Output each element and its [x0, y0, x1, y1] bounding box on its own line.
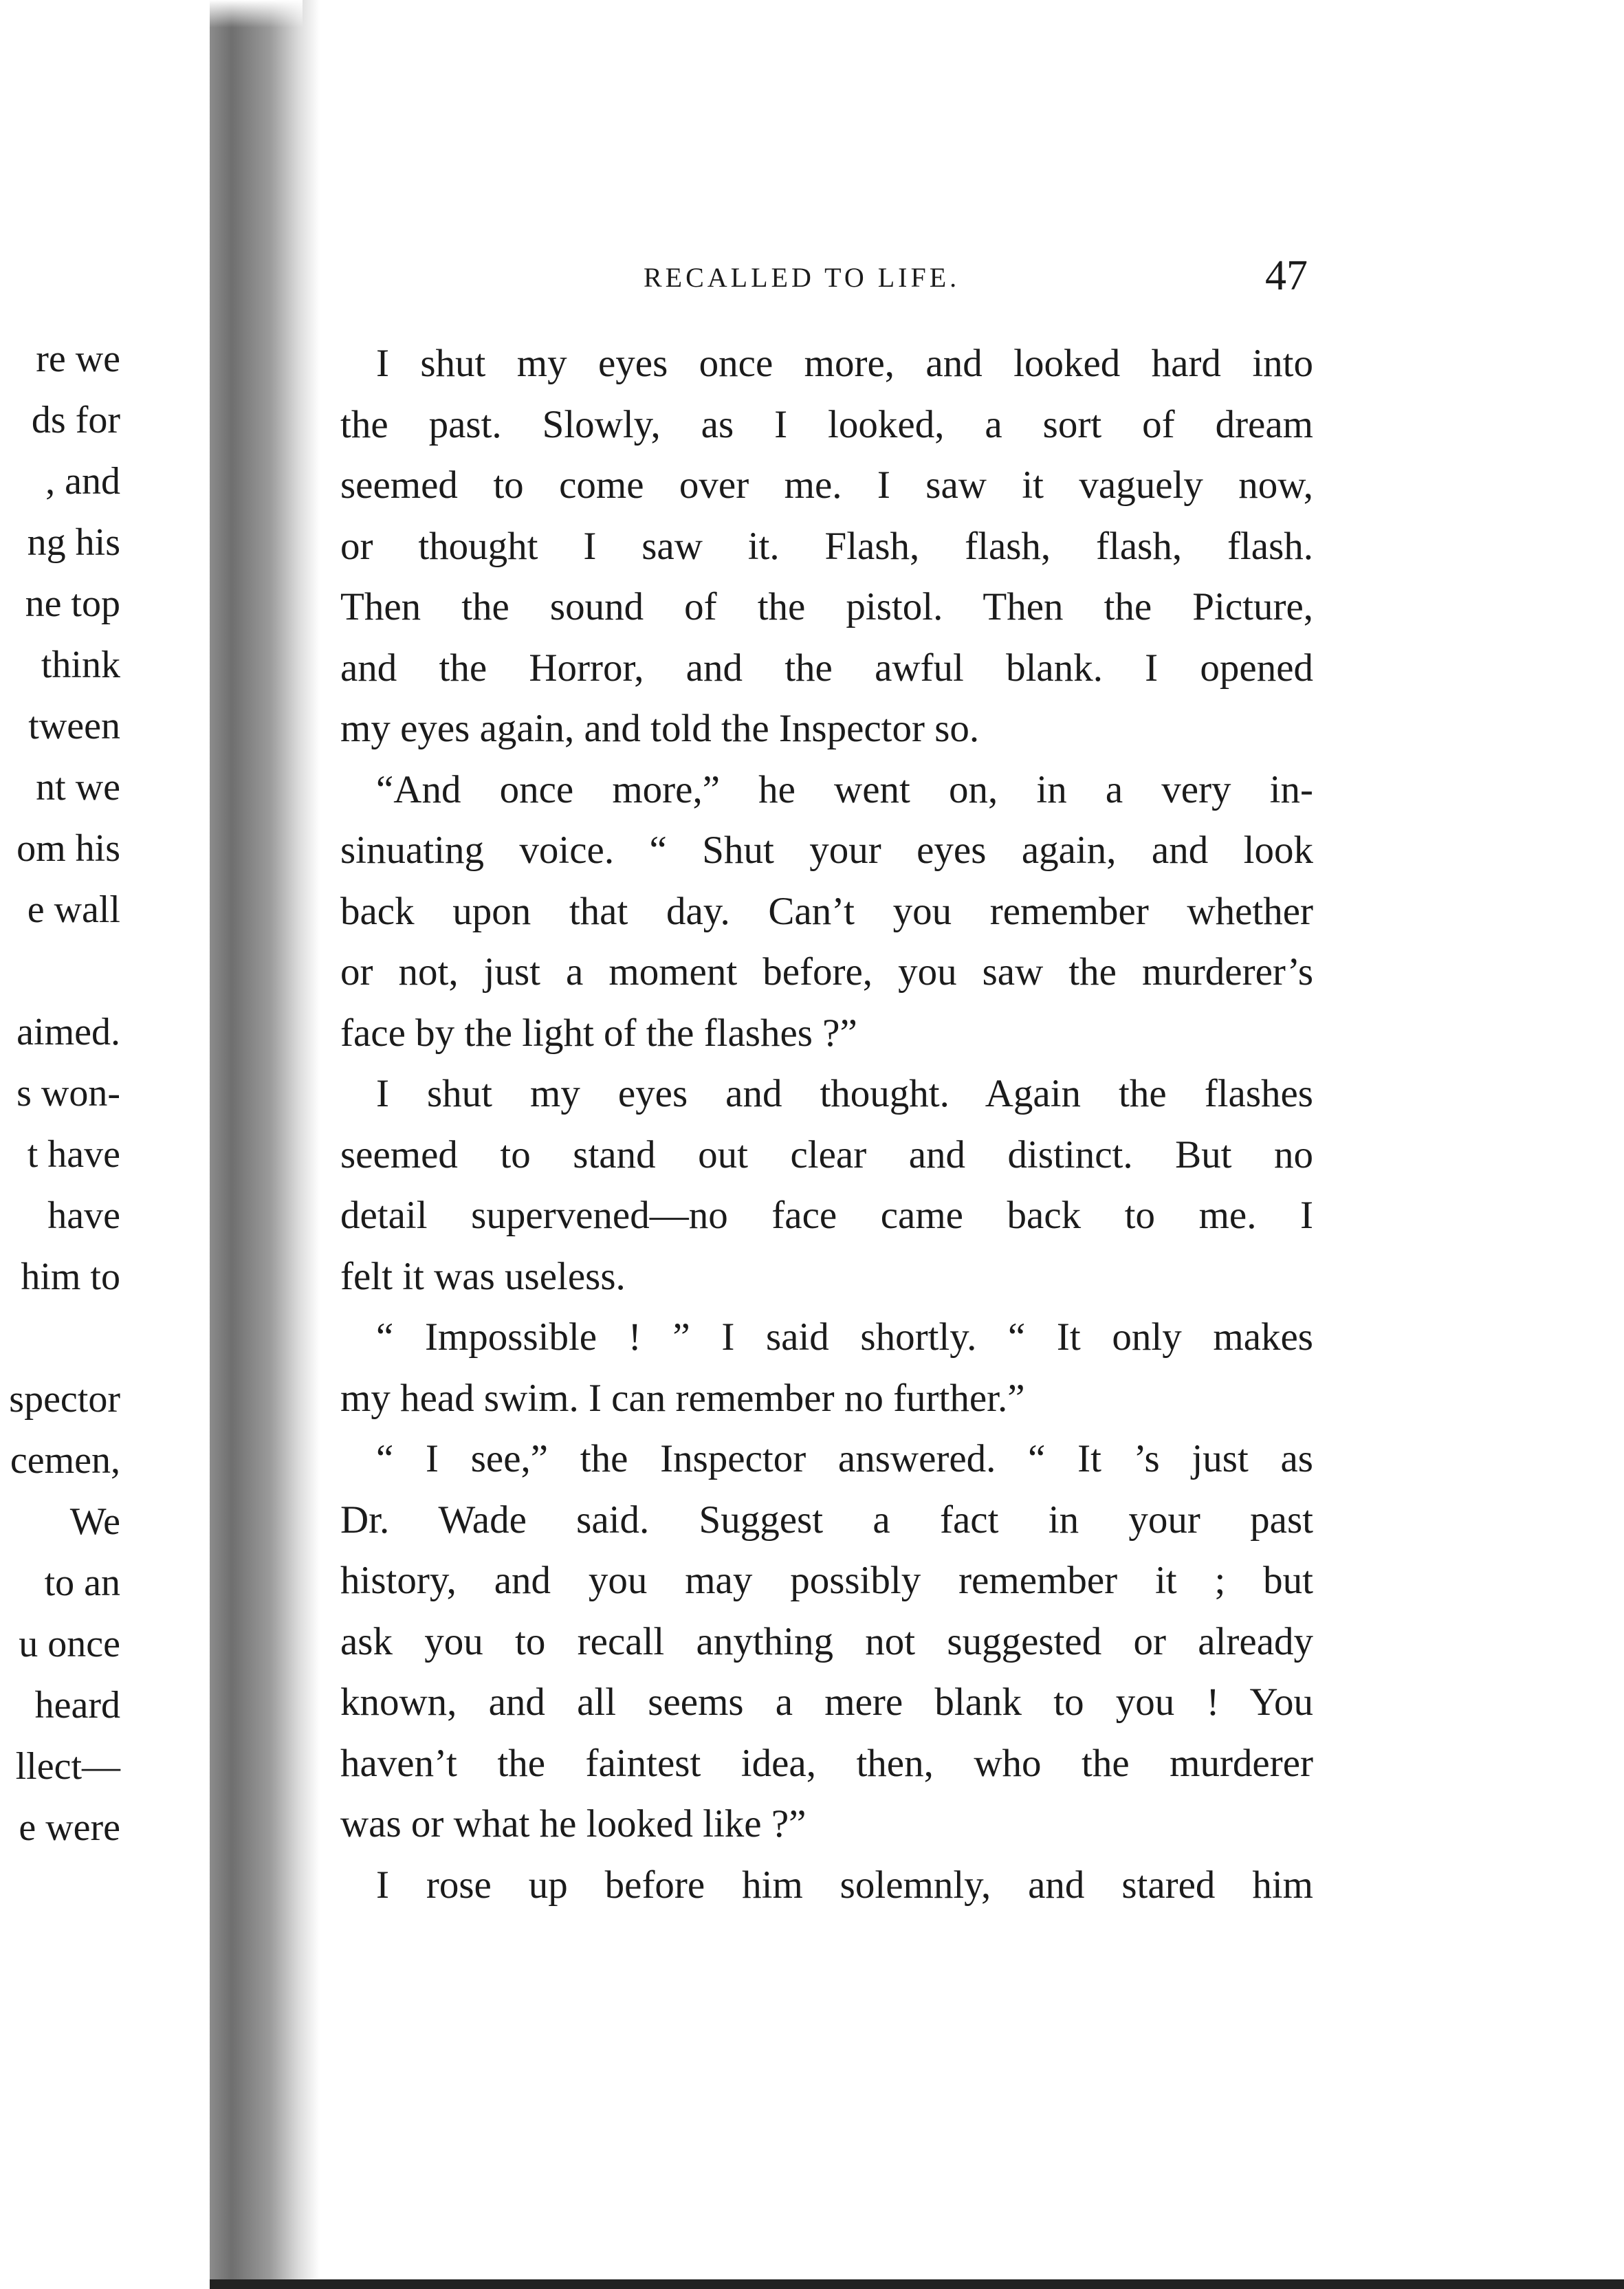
text-line: and the Horror, and the awful blank. I opened	[340, 646, 1313, 690]
previous-page-line: e wall	[27, 888, 120, 931]
text-line: sinuating voice. “ Shut your eyes again, and look	[340, 829, 1313, 872]
text-line: detail supervened—no face came back to me. I	[340, 1194, 1313, 1237]
previous-page-line: s won-	[17, 1072, 120, 1115]
previous-page-line: ng his	[27, 521, 120, 564]
text-line: felt it was useless.	[340, 1254, 626, 1298]
book-page	[320, 0, 1624, 2279]
text-line: my eyes again, and told the Inspector so.	[340, 707, 980, 750]
previous-page-line: tween	[28, 705, 120, 747]
previous-page-line: u once	[19, 1623, 120, 1665]
previous-page-line: to an	[44, 1562, 120, 1604]
text-line: I shut my eyes and thought. Again the flashes	[376, 1072, 1313, 1115]
running-title: RECALLED TO LIFE.	[644, 262, 961, 293]
text-line: back upon that day. Can’t you remember whether	[340, 889, 1313, 933]
previous-page-line	[0, 1308, 120, 1369]
previous-page-line: om his	[17, 827, 120, 870]
previous-page-line: We	[69, 1500, 120, 1543]
text-line: was or what he looked like ?”	[340, 1802, 806, 1846]
previous-page-line: aimed.	[17, 1011, 120, 1053]
previous-page-line: have	[47, 1194, 120, 1237]
text-line: or thought I saw it. Flash, flash, flash, flash.	[340, 524, 1313, 568]
previous-page-line: cemen,	[10, 1439, 120, 1482]
previous-page-line: t have	[27, 1133, 120, 1176]
text-line: seemed to stand out clear and distinct. But no	[340, 1132, 1313, 1176]
text-line: known, and all seems a mere blank to you ! You	[340, 1680, 1313, 1724]
text-line: “And once more,” he went on, in a very in-	[376, 767, 1313, 811]
text-line: seemed to come over me. I saw it vaguely now,	[340, 463, 1313, 507]
previous-page-line: ds for	[31, 399, 120, 441]
previous-page-line: spector	[9, 1378, 120, 1421]
text-line: history, and you may possibly remember it ; but	[340, 1559, 1313, 1602]
previous-page-line: llect—	[15, 1745, 120, 1788]
previous-page-line	[0, 941, 120, 1002]
body-text	[340, 333, 1313, 1916]
previous-page-line: , and	[45, 460, 120, 503]
page-bottom-edge	[210, 2279, 1624, 2289]
previous-page-line: him to	[21, 1256, 120, 1298]
previous-page-line: heard	[34, 1684, 120, 1727]
running-header	[320, 254, 1624, 303]
text-line: or not, just a moment before, you saw the murderer’s	[340, 950, 1313, 994]
text-line: Then the sound of the pistol. Then the Picture,	[340, 585, 1313, 628]
book-gutter-shadow	[210, 0, 320, 2289]
previous-page-text	[0, 329, 120, 1859]
previous-page-line: nt we	[36, 766, 120, 809]
text-line: I rose up before him solemnly, and stared him	[376, 1863, 1313, 1907]
text-line: haven’t the faintest idea, then, who the murderer	[340, 1741, 1313, 1785]
text-line: “ I see,” the Inspector answered. “ It ’s just as	[376, 1437, 1313, 1480]
previous-page-line: e were	[19, 1806, 120, 1849]
previous-page-line: ne top	[25, 582, 120, 625]
text-line: ask you to recall anything not suggested or already	[340, 1619, 1313, 1663]
text-line: “ Impossible ! ” I said shortly. “ It only makes	[376, 1315, 1313, 1359]
text-line: I shut my eyes once more, and looked hard into	[376, 342, 1313, 385]
page-number: 47	[1265, 252, 1308, 299]
text-line: face by the light of the flashes ?”	[340, 1011, 857, 1055]
text-line: the past. Slowly, as I looked, a sort of dream	[340, 402, 1313, 446]
text-line: Dr. Wade said. Suggest a fact in your past	[340, 1498, 1313, 1542]
text-line: my head swim. I can remember no further.”	[340, 1376, 1025, 1420]
gutter-top-fade	[206, 0, 303, 28]
previous-page-line: re we	[36, 338, 120, 380]
previous-page-fragment	[0, 0, 206, 2289]
previous-page-line: think	[41, 644, 120, 686]
